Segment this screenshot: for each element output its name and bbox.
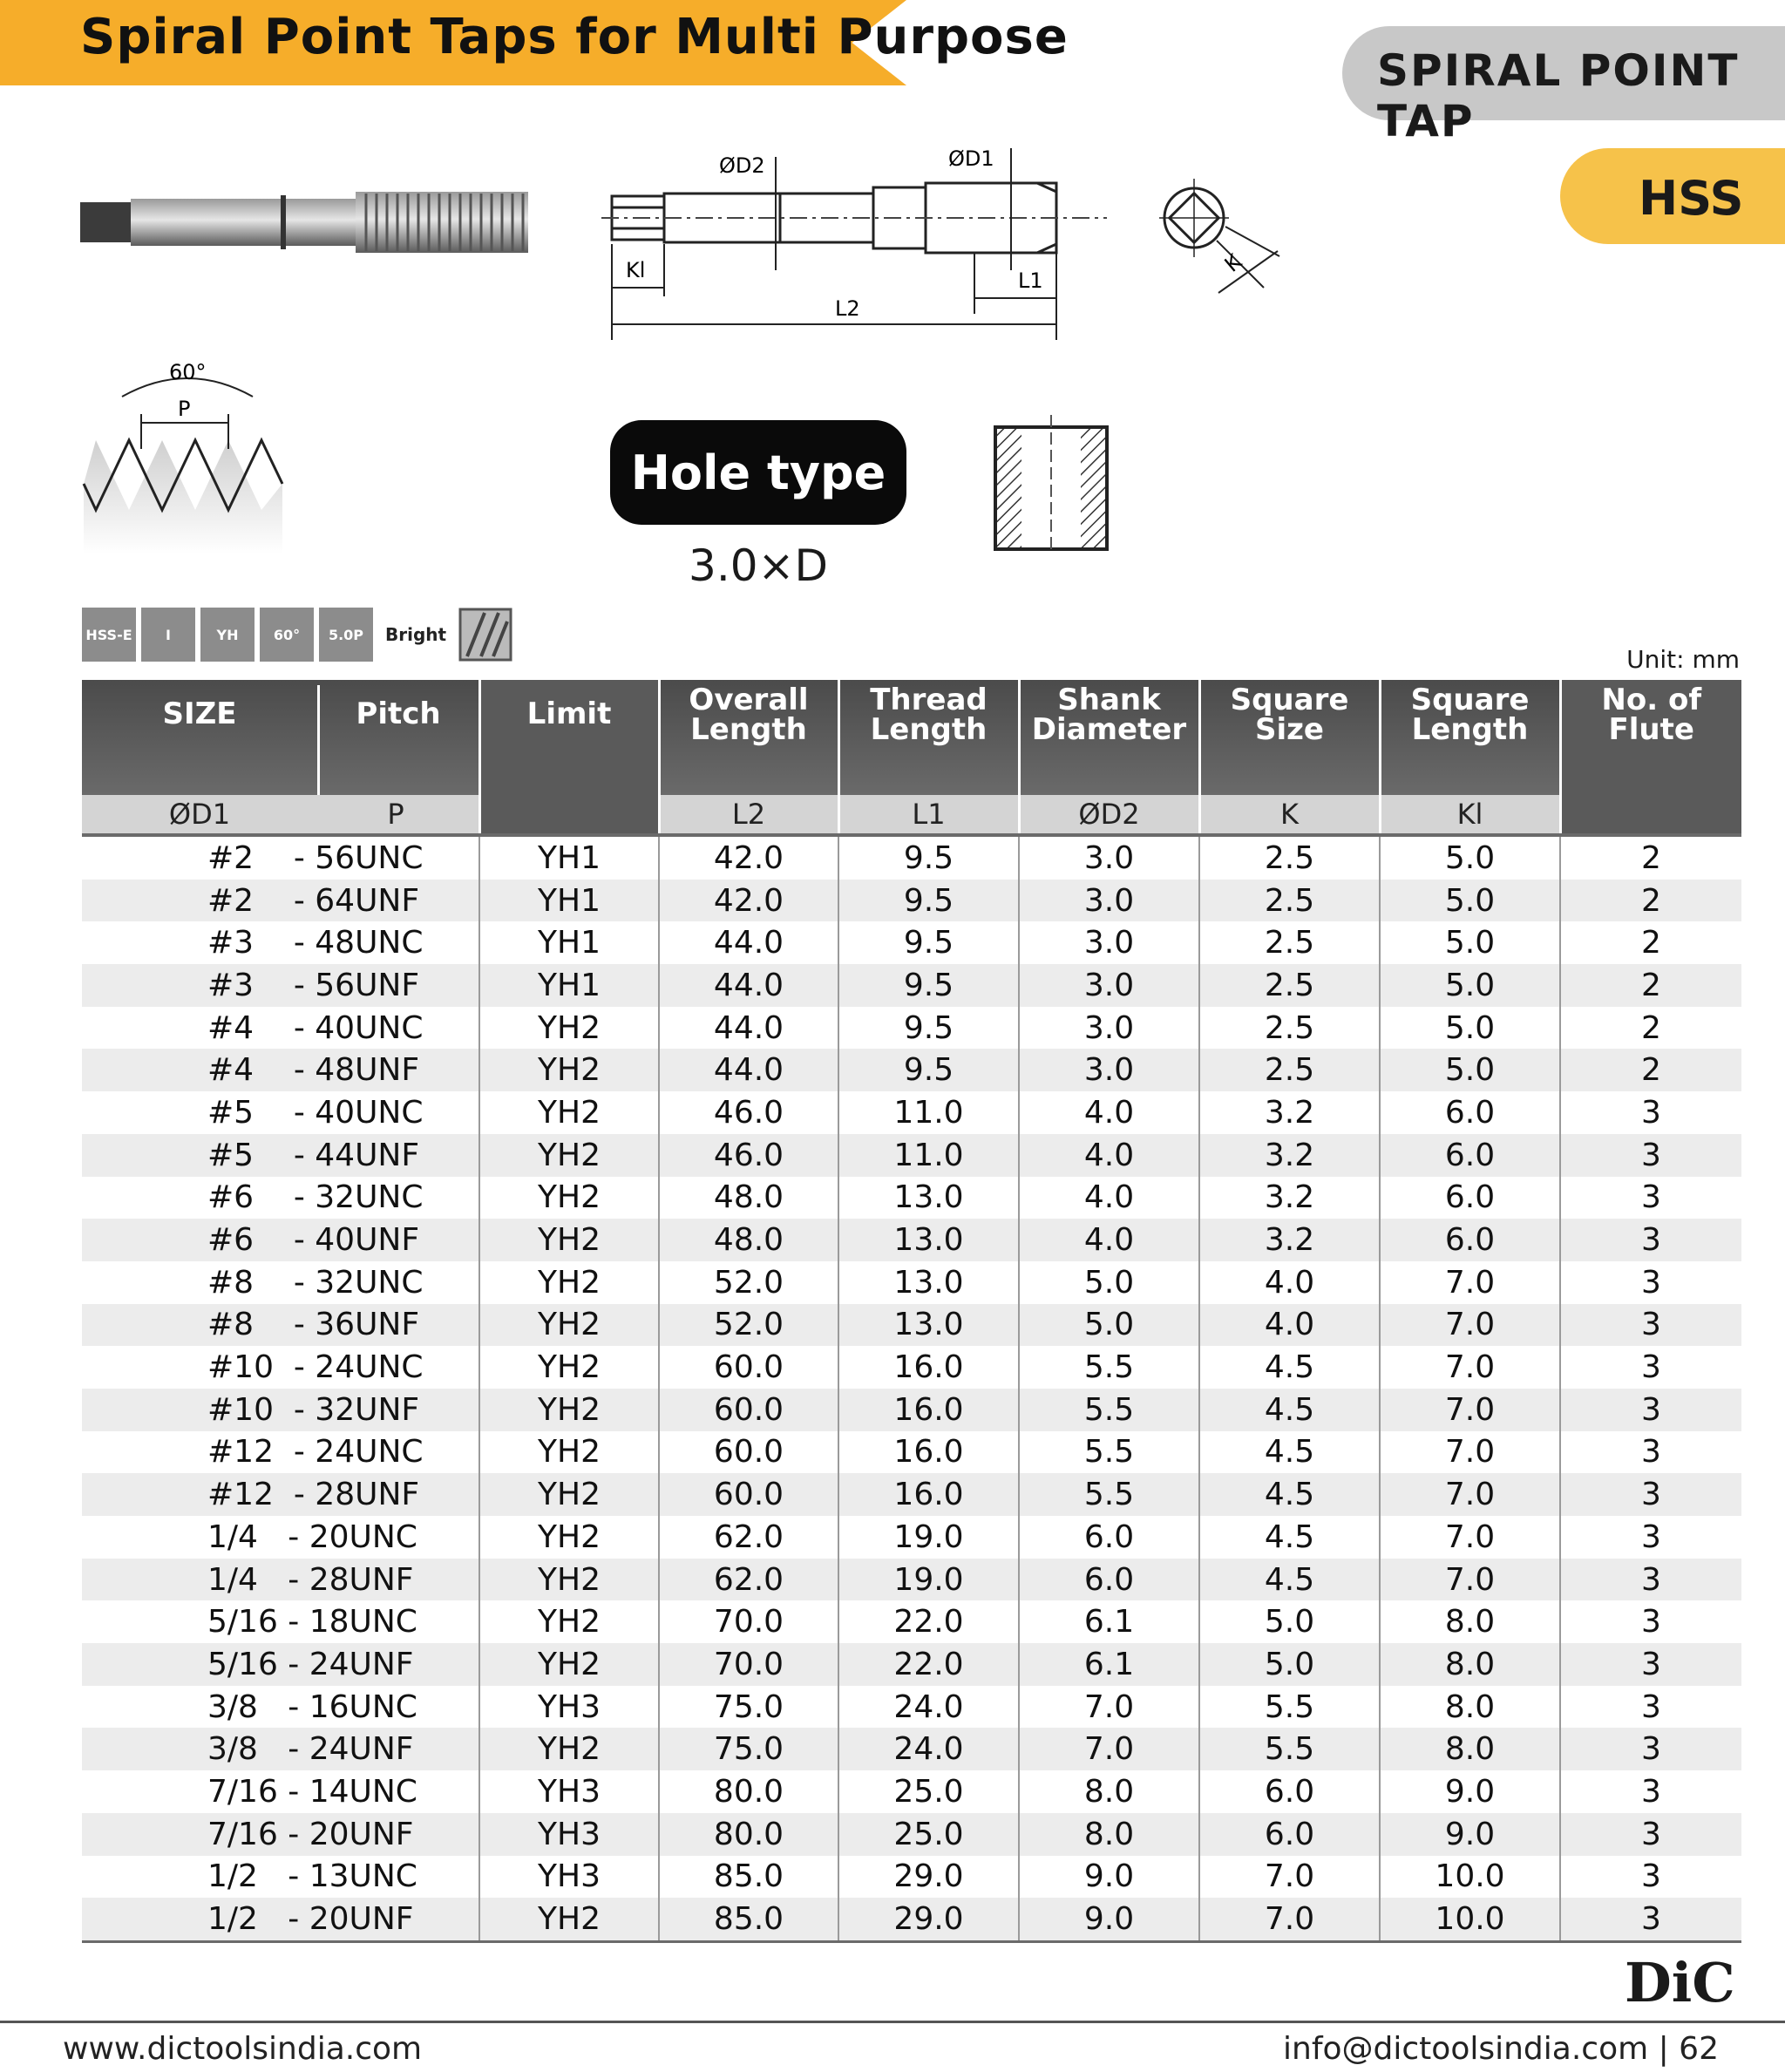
table-cell: 5.0 — [1380, 964, 1560, 1007]
table-cell: #6 - 32UNC — [207, 1179, 424, 1216]
footer-divider — [0, 2021, 1785, 2023]
table-cell: #2 - 56UNC — [82, 835, 479, 880]
table-cell: 11.0 — [838, 1091, 1019, 1134]
table-cell: 7.0 — [1380, 1431, 1560, 1474]
table-cell: 3.0 — [1019, 1007, 1199, 1050]
table-cell: 2.5 — [1199, 880, 1380, 922]
l1-label: L1 — [1018, 268, 1043, 293]
table-cell: 10.0 — [1380, 1898, 1560, 1941]
table-cell: 6.0 — [1380, 1219, 1560, 1261]
table-cell: 3 — [1560, 1643, 1741, 1686]
subheader-size-pitch — [82, 795, 479, 835]
table-cell: YH2 — [479, 1600, 659, 1643]
table-cell: 3 — [1560, 1473, 1741, 1516]
table-cell: 48.0 — [659, 1177, 838, 1219]
table-cell: #3 - 56UNF — [82, 964, 479, 1007]
table-cell: 6.0 — [1019, 1516, 1199, 1559]
table-cell: 5.0 — [1380, 1007, 1560, 1050]
table-cell: YH2 — [479, 1134, 659, 1177]
hole-type-badge: Hole type — [610, 420, 906, 525]
table-row — [82, 1473, 1741, 1516]
table-cell: YH1 — [479, 921, 659, 964]
table-cell: 3.2 — [1199, 1177, 1380, 1219]
table-row — [82, 1304, 1741, 1347]
table-row — [82, 1813, 1741, 1856]
spiral-flute-icon — [458, 608, 512, 662]
table-cell: 2.5 — [1199, 1007, 1380, 1050]
through-hole-icon — [992, 415, 1110, 554]
table-cell: 60.0 — [659, 1346, 838, 1389]
table-cell: 6.0 — [1199, 1813, 1380, 1856]
table-cell: 3 — [1560, 1686, 1741, 1729]
table-cell: 42.0 — [659, 835, 838, 880]
table-cell: #4 - 40UNC — [207, 1009, 424, 1046]
table-cell: #4 - 48UNF — [82, 1049, 479, 1091]
table-cell: 7.0 — [1380, 1261, 1560, 1304]
table-cell: 80.0 — [659, 1770, 838, 1813]
table-cell: 8.0 — [1019, 1813, 1199, 1856]
table-cell: 5.5 — [1199, 1686, 1380, 1729]
table-row — [82, 1389, 1741, 1431]
table-cell: 46.0 — [659, 1091, 838, 1134]
table-row — [82, 835, 1741, 880]
table-cell: 13.0 — [838, 1304, 1019, 1347]
table-cell: 4.5 — [1199, 1431, 1380, 1474]
table-cell: #2 - 64UNF — [82, 880, 479, 922]
header-square-length: Square Length — [1380, 680, 1560, 795]
table-cell: 2.5 — [1199, 921, 1380, 964]
table-cell: 10.0 — [1380, 1856, 1560, 1899]
table-cell: 3 — [1560, 1770, 1741, 1813]
table-cell: 5.0 — [1199, 1600, 1380, 1643]
table-cell: 9.0 — [1380, 1770, 1560, 1813]
l2-label: L2 — [835, 296, 860, 321]
table-row — [82, 1898, 1741, 1941]
table-cell: #12 - 24UNC — [207, 1434, 424, 1471]
table-cell: 4.0 — [1019, 1219, 1199, 1261]
table-cell: 3 — [1560, 1134, 1741, 1177]
table-cell: #6 - 40UNF — [82, 1219, 479, 1261]
table-cell: 2 — [1560, 835, 1741, 880]
table-cell: 19.0 — [838, 1559, 1019, 1601]
table-cell: 44.0 — [659, 1007, 838, 1050]
material-hss-e-icon: HSS-E — [82, 608, 136, 662]
table-cell: 6.0 — [1380, 1134, 1560, 1177]
table-row — [82, 1091, 1741, 1134]
tap-dimension-drawing — [601, 139, 1124, 340]
table-cell: 7.0 — [1199, 1856, 1380, 1899]
header-shank-diameter: Shank Diameter — [1019, 680, 1199, 795]
table-cell: 7.0 — [1380, 1473, 1560, 1516]
table-cell: YH2 — [479, 1473, 659, 1516]
table-cell: 3.0 — [1019, 835, 1199, 880]
table-cell: YH2 — [479, 1007, 659, 1050]
table-cell: YH3 — [479, 1813, 659, 1856]
table-cell: 4.5 — [1199, 1473, 1380, 1516]
table-cell: YH1 — [479, 880, 659, 922]
table-row — [82, 1600, 1741, 1643]
subheader-square-length: Kl — [1380, 795, 1560, 835]
table-row — [82, 1516, 1741, 1559]
table-cell: 3 — [1560, 1898, 1741, 1941]
tolerance-class-icon: I — [141, 608, 195, 662]
table-cell: 6.0 — [1019, 1559, 1199, 1601]
table-cell: 4.5 — [1199, 1559, 1380, 1601]
subheader-shank-diameter: ØD2 — [1019, 795, 1199, 835]
spec-icon-row — [82, 607, 512, 662]
table-cell: 5.0 — [1380, 921, 1560, 964]
table-cell: YH2 — [479, 1049, 659, 1091]
table-cell: 25.0 — [838, 1770, 1019, 1813]
table-cell: 7/16 - 14UNC — [207, 1773, 417, 1810]
table-cell: 7.0 — [1380, 1559, 1560, 1601]
surface-finish-label: Bright — [385, 624, 447, 645]
subheader-pitch: P — [387, 798, 404, 831]
table-cell: 5.0 — [1019, 1304, 1199, 1347]
table-cell: 6.1 — [1019, 1600, 1199, 1643]
unit-label: Unit: mm — [1626, 645, 1740, 674]
header-size: SIZE — [162, 696, 237, 731]
table-cell: 7.0 — [1380, 1516, 1560, 1559]
page-title: Spiral Point Taps for Multi Purpose — [80, 9, 1069, 65]
table-cell: YH1 — [479, 835, 659, 880]
limit-yh-icon: YH — [200, 608, 255, 662]
header-square-size: Square Size — [1199, 680, 1380, 795]
subheader-overall-length: L2 — [659, 795, 838, 835]
table-cell: YH2 — [479, 1346, 659, 1389]
table-cell: YH2 — [479, 1643, 659, 1686]
table-cell: 2 — [1560, 921, 1741, 964]
table-cell: 3 — [1560, 1600, 1741, 1643]
table-cell: 80.0 — [659, 1813, 838, 1856]
table-cell: 44.0 — [659, 1049, 838, 1091]
table-cell: 5.5 — [1019, 1346, 1199, 1389]
table-cell: 4.0 — [1199, 1261, 1380, 1304]
table-cell: 16.0 — [838, 1389, 1019, 1431]
table-cell: YH3 — [479, 1856, 659, 1899]
spec-table — [82, 680, 1741, 1943]
table-row — [82, 1261, 1741, 1304]
table-cell: 9.5 — [838, 880, 1019, 922]
header-overall-length: Overall Length — [659, 680, 838, 795]
table-cell: 5.0 — [1199, 1643, 1380, 1686]
table-cell: 5.0 — [1380, 1049, 1560, 1091]
table-cell: 60.0 — [659, 1389, 838, 1431]
table-cell: 3 — [1560, 1219, 1741, 1261]
table-cell: 7.0 — [1380, 1389, 1560, 1431]
table-row — [82, 1856, 1741, 1899]
table-cell: 62.0 — [659, 1516, 838, 1559]
table-cell: 7.0 — [1019, 1686, 1199, 1729]
table-cell: 5.0 — [1380, 880, 1560, 922]
table-row — [82, 1219, 1741, 1261]
table-cell: #8 - 36UNF — [82, 1304, 479, 1347]
table-cell: 24.0 — [838, 1686, 1019, 1729]
table-row — [82, 880, 1741, 922]
table-cell: 3 — [1560, 1091, 1741, 1134]
table-cell: 5.5 — [1019, 1431, 1199, 1474]
table-cell: YH2 — [479, 1304, 659, 1347]
table-cell: 5.5 — [1019, 1389, 1199, 1431]
table-cell: 16.0 — [838, 1473, 1019, 1516]
table-cell: 4.0 — [1019, 1177, 1199, 1219]
table-cell: 3.2 — [1199, 1091, 1380, 1134]
kl-label: Kl — [626, 258, 646, 282]
table-cell: 9.5 — [838, 1049, 1019, 1091]
table-row — [82, 1346, 1741, 1389]
pitch-label: P — [178, 397, 191, 421]
table-cell: YH3 — [479, 1686, 659, 1729]
table-cell: 6.1 — [1019, 1643, 1199, 1686]
table-cell: #10 - 24UNC — [207, 1349, 424, 1386]
table-cell: YH2 — [479, 1091, 659, 1134]
table-cell: 9.0 — [1019, 1856, 1199, 1899]
header-thread-length: Thread Length — [838, 680, 1019, 795]
table-cell: 22.0 — [838, 1600, 1019, 1643]
table-cell: 9.5 — [838, 921, 1019, 964]
material-label: HSS — [1639, 171, 1744, 226]
table-cell: 3 — [1560, 1728, 1741, 1770]
table-cell: 4.5 — [1199, 1389, 1380, 1431]
table-cell: 46.0 — [659, 1134, 838, 1177]
table-cell: 85.0 — [659, 1856, 838, 1899]
table-cell: 1/2 - 20UNF — [82, 1898, 479, 1941]
d2-label: ØD2 — [719, 153, 765, 178]
table-cell: 3 — [1560, 1177, 1741, 1219]
header-pitch: Pitch — [317, 685, 477, 795]
subheader-size: ØD1 — [168, 798, 231, 831]
table-cell: 70.0 — [659, 1643, 838, 1686]
table-cell: 3.2 — [1199, 1134, 1380, 1177]
table-cell: 6.0 — [1380, 1091, 1560, 1134]
table-cell: #5 - 40UNC — [207, 1094, 424, 1131]
table-cell: YH2 — [479, 1261, 659, 1304]
table-cell: 1/2 - 13UNC — [207, 1858, 417, 1895]
table-cell: 8.0 — [1380, 1600, 1560, 1643]
table-cell: 75.0 — [659, 1686, 838, 1729]
table-cell: 7.0 — [1199, 1898, 1380, 1941]
k-label: K — [1219, 249, 1246, 277]
table-cell: 9.0 — [1380, 1813, 1560, 1856]
table-cell: 3 — [1560, 1559, 1741, 1601]
table-cell: 52.0 — [659, 1304, 838, 1347]
table-row — [82, 1770, 1741, 1813]
table-row — [82, 1643, 1741, 1686]
table-cell: 75.0 — [659, 1728, 838, 1770]
table-cell: YH3 — [479, 1770, 659, 1813]
table-cell: 24.0 — [838, 1728, 1019, 1770]
d1-label: ØD1 — [948, 146, 994, 171]
footer-contact[interactable]: info@dictoolsindia.com | 62 — [1283, 2031, 1719, 2067]
header-flutes — [1560, 680, 1741, 835]
table-cell: 2 — [1560, 1007, 1741, 1050]
angle-label: 60° — [169, 360, 207, 384]
table-cell: 3 — [1560, 1346, 1741, 1389]
table-cell: 11.0 — [838, 1134, 1019, 1177]
table-cell: 3 — [1560, 1856, 1741, 1899]
table-cell: 8.0 — [1380, 1728, 1560, 1770]
table-cell: 19.0 — [838, 1516, 1019, 1559]
table-cell: 7.0 — [1380, 1346, 1560, 1389]
table-cell: #8 - 32UNC — [207, 1264, 424, 1301]
table-cell: #12 - 28UNF — [82, 1473, 479, 1516]
header-size-pitch — [82, 680, 479, 795]
table-cell: 22.0 — [838, 1643, 1019, 1686]
table-cell: 60.0 — [659, 1473, 838, 1516]
table-cell: 13.0 — [838, 1177, 1019, 1219]
table-row — [82, 1049, 1741, 1091]
table-cell: 60.0 — [659, 1431, 838, 1474]
thread-angle-icon: 60° — [260, 608, 314, 662]
table-cell: 4.0 — [1019, 1091, 1199, 1134]
table-cell: YH2 — [479, 1516, 659, 1559]
table-row — [82, 1728, 1741, 1770]
table-cell: YH2 — [479, 1219, 659, 1261]
thread-profile-diagram — [78, 353, 288, 554]
table-cell: 3/8 - 16UNC — [207, 1688, 417, 1725]
table-cell: 3 — [1560, 1304, 1741, 1347]
header-limit — [479, 680, 659, 835]
table-cell: 44.0 — [659, 964, 838, 1007]
table-cell: 3.0 — [1019, 880, 1199, 922]
table-cell: 4.0 — [1019, 1134, 1199, 1177]
table-cell: 3 — [1560, 1431, 1741, 1474]
table-cell: 2 — [1560, 1049, 1741, 1091]
category-label: SPIRAL POINT TAP — [1377, 45, 1740, 146]
table-cell: 4.0 — [1199, 1304, 1380, 1347]
table-cell: YH2 — [479, 1389, 659, 1431]
table-cell: 5.5 — [1019, 1473, 1199, 1516]
table-cell: 6.0 — [1199, 1770, 1380, 1813]
table-cell: 5.0 — [1019, 1261, 1199, 1304]
table-row — [82, 1007, 1741, 1050]
table-cell: 48.0 — [659, 1219, 838, 1261]
table-cell: 9.5 — [838, 835, 1019, 880]
table-cell: YH2 — [479, 1728, 659, 1770]
table-cell: 44.0 — [659, 921, 838, 964]
table-cell: 2 — [1560, 880, 1741, 922]
chamfer-icon: 5.0P — [319, 608, 373, 662]
table-cell: 1/4 - 28UNF — [82, 1559, 479, 1601]
table-cell: 13.0 — [838, 1261, 1019, 1304]
table-cell: YH2 — [479, 1559, 659, 1601]
subheader-square-size: K — [1199, 795, 1380, 835]
company-logo: DiC — [1625, 1951, 1735, 2014]
table-row — [82, 1686, 1741, 1729]
table-row — [82, 1134, 1741, 1177]
table-cell: 3 — [1560, 1389, 1741, 1431]
table-cell: #5 - 44UNF — [82, 1134, 479, 1177]
table-cell: 2.5 — [1199, 835, 1380, 880]
table-cell: 1/4 - 20UNC — [207, 1518, 417, 1555]
table-cell: 2.5 — [1199, 964, 1380, 1007]
table-cell: 7.0 — [1380, 1304, 1560, 1347]
table-cell: 9.5 — [838, 964, 1019, 1007]
table-cell: 3 — [1560, 1813, 1741, 1856]
table-cell: 3 — [1560, 1261, 1741, 1304]
table-cell: 13.0 — [838, 1219, 1019, 1261]
table-row — [82, 1177, 1741, 1219]
table-row — [82, 1431, 1741, 1474]
table-cell: 3.0 — [1019, 1049, 1199, 1091]
table-cell: 42.0 — [659, 880, 838, 922]
table-cell: 29.0 — [838, 1856, 1019, 1899]
table-cell: 5.5 — [1199, 1728, 1380, 1770]
table-cell: 9.5 — [838, 1007, 1019, 1050]
tap-photo — [78, 183, 532, 262]
table-row — [82, 921, 1741, 964]
table-cell: 8.0 — [1019, 1770, 1199, 1813]
table-row — [82, 964, 1741, 1007]
table-cell: 16.0 — [838, 1346, 1019, 1389]
table-cell: 7.0 — [1019, 1728, 1199, 1770]
table-cell: 6.0 — [1380, 1177, 1560, 1219]
table-cell: 3.0 — [1019, 964, 1199, 1007]
table-cell: 2.5 — [1199, 1049, 1380, 1091]
table-cell: YH2 — [479, 1431, 659, 1474]
header-flutes-label: No. of Flute — [1601, 683, 1702, 747]
table-cell: YH1 — [479, 964, 659, 1007]
table-cell: YH2 — [479, 1898, 659, 1941]
table-cell: 5/16 - 24UNF — [82, 1643, 479, 1686]
table-row — [82, 1559, 1741, 1601]
subheader-thread-length: L1 — [838, 795, 1019, 835]
table-cell: 29.0 — [838, 1898, 1019, 1941]
table-cell: 70.0 — [659, 1600, 838, 1643]
hole-depth: 3.0×D — [689, 540, 828, 591]
square-end-view — [1150, 166, 1290, 314]
table-cell: 52.0 — [659, 1261, 838, 1304]
table-cell: 85.0 — [659, 1898, 838, 1941]
header-limit-label: Limit — [526, 696, 612, 731]
table-cell: #3 - 48UNC — [207, 925, 424, 961]
table-cell: 62.0 — [659, 1559, 838, 1601]
table-cell: YH2 — [479, 1177, 659, 1219]
table-cell: 16.0 — [838, 1431, 1019, 1474]
table-cell: 7/16 - 20UNF — [82, 1813, 479, 1856]
table-cell: 4.5 — [1199, 1516, 1380, 1559]
table-cell: 8.0 — [1380, 1643, 1560, 1686]
table-cell: 3.2 — [1199, 1219, 1380, 1261]
table-cell: 25.0 — [838, 1813, 1019, 1856]
spec-table-body — [82, 835, 1741, 1941]
table-cell: 4.5 — [1199, 1346, 1380, 1389]
table-cell: 5/16 - 18UNC — [207, 1604, 417, 1641]
footer-website[interactable]: www.dictoolsindia.com — [63, 2031, 423, 2067]
table-cell: 2 — [1560, 964, 1741, 1007]
table-cell: 3 — [1560, 1516, 1741, 1559]
table-cell: 3/8 - 24UNF — [82, 1728, 479, 1770]
table-cell: 9.0 — [1019, 1898, 1199, 1941]
table-cell: #10 - 32UNF — [82, 1389, 479, 1431]
table-cell: 5.0 — [1380, 835, 1560, 880]
table-cell: 3.0 — [1019, 921, 1199, 964]
table-cell: 8.0 — [1380, 1686, 1560, 1729]
